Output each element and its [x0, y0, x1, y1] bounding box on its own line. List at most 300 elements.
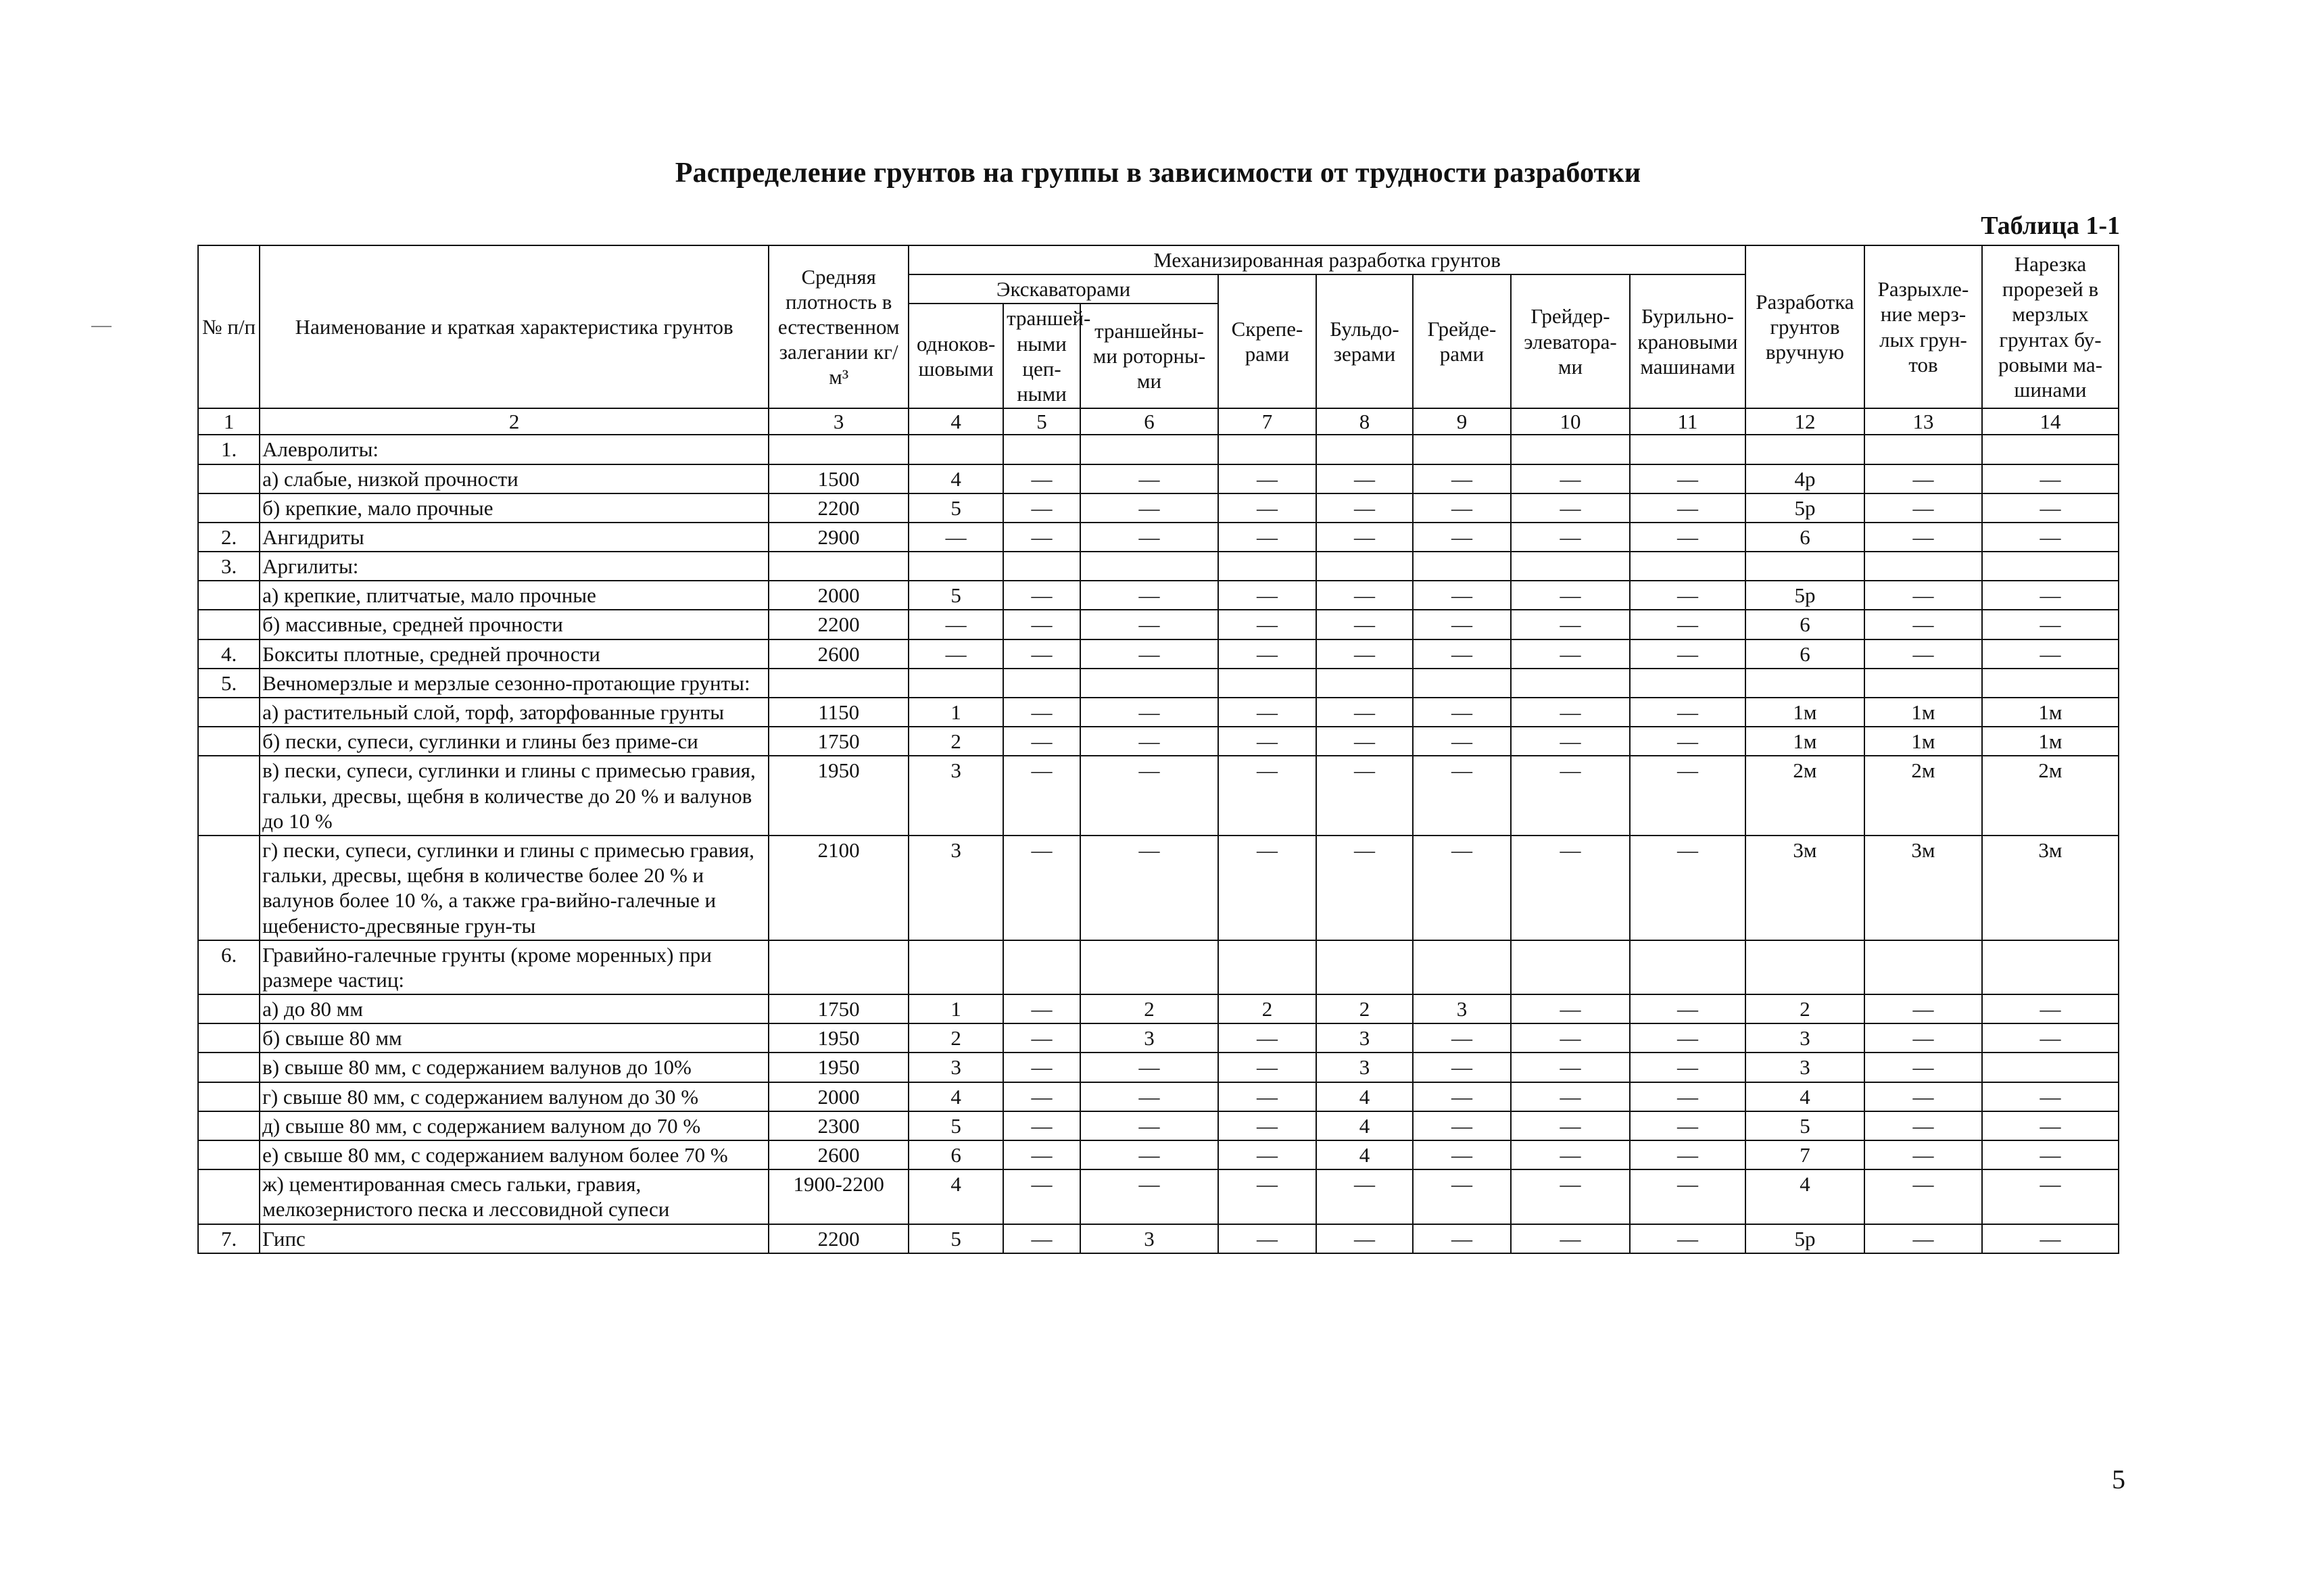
- col-number: 13: [1864, 408, 1982, 435]
- group-cell: 4р: [1745, 464, 1864, 493]
- group-cell: —: [1630, 464, 1745, 493]
- group-cell: [1003, 552, 1080, 581]
- group-cell: —: [1080, 639, 1218, 669]
- group-cell: —: [1982, 994, 2119, 1023]
- group-cell: —: [1511, 727, 1630, 756]
- group-cell: [1218, 552, 1316, 581]
- group-cell: [1630, 669, 1745, 698]
- row-number: [198, 493, 260, 523]
- table-row: [198, 493, 2119, 523]
- group-cell: [909, 669, 1003, 698]
- group-cell: —: [1003, 1053, 1080, 1082]
- density-cell: 2200: [769, 610, 909, 639]
- table-row: [198, 1111, 2119, 1140]
- soil-name: а) крепкие, плитчатые, мало прочные: [260, 581, 769, 610]
- soil-name: в) свыше 80 мм, с содержанием валунов до 10%: [260, 1053, 769, 1082]
- group-cell: [1511, 940, 1630, 994]
- group-cell: 3: [1080, 1023, 1218, 1053]
- density-cell: 2200: [769, 1224, 909, 1253]
- table-row: [198, 669, 2119, 698]
- group-cell: 5: [909, 1224, 1003, 1253]
- group-cell: [1864, 940, 1982, 994]
- group-cell: 1м: [1745, 727, 1864, 756]
- group-cell: 3: [1745, 1023, 1864, 1053]
- group-cell: —: [1080, 1169, 1218, 1224]
- table-label: Таблица 1-1: [1981, 212, 2120, 240]
- group-cell: [1745, 552, 1864, 581]
- row-number: [198, 464, 260, 493]
- group-cell: —: [1003, 1169, 1080, 1224]
- group-cell: —: [1982, 639, 2119, 669]
- group-cell: —: [1630, 994, 1745, 1023]
- group-cell: —: [1003, 639, 1080, 669]
- group-cell: 1м: [1745, 698, 1864, 727]
- group-cell: [1218, 940, 1316, 994]
- group-cell: —: [1218, 1111, 1316, 1140]
- group-cell: [1511, 669, 1630, 698]
- group-cell: —: [1982, 1169, 2119, 1224]
- group-cell: —: [1630, 727, 1745, 756]
- group-cell: 2: [1218, 994, 1316, 1023]
- group-cell: —: [1218, 698, 1316, 727]
- row-number: [198, 836, 260, 940]
- density-cell: 1900-2200: [769, 1169, 909, 1224]
- group-cell: —: [1003, 698, 1080, 727]
- group-cell: —: [1864, 1140, 1982, 1169]
- group-cell: [1745, 435, 1864, 464]
- group-cell: —: [1316, 756, 1413, 836]
- soil-name: е) свыше 80 мм, с содержанием валуном более 70 %: [260, 1140, 769, 1169]
- group-cell: 3: [1316, 1053, 1413, 1082]
- group-cell: —: [1218, 836, 1316, 940]
- row-number: [198, 698, 260, 727]
- group-cell: 6: [1745, 610, 1864, 639]
- group-cell: —: [1982, 523, 2119, 552]
- group-cell: —: [1080, 581, 1218, 610]
- group-cell: 4: [1316, 1111, 1413, 1140]
- group-cell: —: [1003, 493, 1080, 523]
- soil-name: Ангидриты: [260, 523, 769, 552]
- group-cell: —: [1864, 1224, 1982, 1253]
- group-cell: —: [1003, 1082, 1080, 1111]
- group-cell: —: [1413, 1169, 1511, 1224]
- group-cell: —: [1080, 523, 1218, 552]
- header-trench-chain: траншей-ными цеп-ными: [1003, 304, 1080, 408]
- group-cell: 3: [909, 1053, 1003, 1082]
- header-single-bucket: одноков-шовыми: [909, 304, 1003, 408]
- group-cell: [1080, 435, 1218, 464]
- group-cell: —: [1413, 523, 1511, 552]
- group-cell: —: [1630, 1169, 1745, 1224]
- group-cell: —: [1511, 1053, 1630, 1082]
- row-number: [198, 1082, 260, 1111]
- table-row: [198, 1169, 2119, 1224]
- group-cell: [1413, 552, 1511, 581]
- group-cell: [1080, 940, 1218, 994]
- group-cell: —: [1003, 994, 1080, 1023]
- group-cell: —: [1218, 756, 1316, 836]
- group-cell: —: [1630, 610, 1745, 639]
- soil-name: г) пески, супеси, суглинки и глины с примесью гравия, гальки, дресвы, щебня в количестве более 20 % и валунов более 10 %, а также гра-вийно-галечные и щебенисто-дресвяные грун-ты: [260, 836, 769, 940]
- group-cell: 2: [1316, 994, 1413, 1023]
- group-cell: 5: [909, 581, 1003, 610]
- group-cell: —: [1511, 698, 1630, 727]
- group-cell: —: [1413, 610, 1511, 639]
- row-number: [198, 1053, 260, 1082]
- group-cell: —: [1413, 1140, 1511, 1169]
- group-cell: 2м: [1745, 756, 1864, 836]
- table-row: [198, 698, 2119, 727]
- group-cell: —: [1511, 994, 1630, 1023]
- group-cell: 3: [909, 756, 1003, 836]
- density-cell: 1150: [769, 698, 909, 727]
- group-cell: 1м: [1864, 727, 1982, 756]
- group-cell: —: [1511, 1023, 1630, 1053]
- group-cell: —: [1630, 523, 1745, 552]
- density-cell: 1950: [769, 756, 909, 836]
- group-cell: —: [1316, 727, 1413, 756]
- group-cell: [1630, 552, 1745, 581]
- group-cell: 1м: [1982, 698, 2119, 727]
- table-row: [198, 581, 2119, 610]
- group-cell: —: [1511, 836, 1630, 940]
- group-cell: —: [1003, 1023, 1080, 1053]
- group-cell: —: [1316, 493, 1413, 523]
- group-cell: —: [1316, 836, 1413, 940]
- group-cell: —: [1413, 1082, 1511, 1111]
- density-cell: 2300: [769, 1111, 909, 1140]
- density-cell: [769, 435, 909, 464]
- group-cell: [1413, 669, 1511, 698]
- group-cell: —: [1080, 756, 1218, 836]
- col-number: 12: [1745, 408, 1864, 435]
- group-cell: —: [1630, 1082, 1745, 1111]
- group-cell: —: [1511, 1111, 1630, 1140]
- group-cell: —: [1864, 464, 1982, 493]
- group-cell: 3: [1316, 1023, 1413, 1053]
- col-number: 11: [1630, 408, 1745, 435]
- group-cell: —: [1511, 581, 1630, 610]
- density-cell: 1950: [769, 1053, 909, 1082]
- group-cell: —: [1630, 836, 1745, 940]
- group-cell: [1316, 435, 1413, 464]
- col-number: 14: [1982, 408, 2119, 435]
- group-cell: 1: [909, 698, 1003, 727]
- group-cell: —: [1080, 493, 1218, 523]
- table-row: [198, 836, 2119, 940]
- group-cell: —: [1511, 756, 1630, 836]
- row-number: [198, 727, 260, 756]
- row-number: 4.: [198, 639, 260, 669]
- group-cell: 5р: [1745, 581, 1864, 610]
- density-cell: 2600: [769, 1140, 909, 1169]
- group-cell: —: [909, 523, 1003, 552]
- group-cell: 3м: [1864, 836, 1982, 940]
- header-mechanized: Механизированная разработка грунтов: [909, 245, 1745, 274]
- table-row: [198, 727, 2119, 756]
- group-cell: —: [1218, 493, 1316, 523]
- group-cell: —: [1218, 639, 1316, 669]
- table-row: [198, 464, 2119, 493]
- group-cell: —: [1630, 1140, 1745, 1169]
- group-cell: [1316, 940, 1413, 994]
- group-cell: —: [1316, 464, 1413, 493]
- table-row: [198, 1053, 2119, 1082]
- group-cell: 4: [1745, 1082, 1864, 1111]
- group-cell: —: [1218, 727, 1316, 756]
- group-cell: 6: [1745, 639, 1864, 669]
- soil-name: б) пески, супеси, суглинки и глины без приме-си: [260, 727, 769, 756]
- group-cell: —: [1413, 493, 1511, 523]
- soil-name: ж) цементированная смесь гальки, гравия, мелкозернистого песка и лессовидной супеси: [260, 1169, 769, 1224]
- header-frozen-cutting: Нарезка прорезей в мерзлых грунтах бу-ровыми ма-шинами: [1982, 245, 2119, 408]
- group-cell: —: [909, 639, 1003, 669]
- header-manual: Разработка грунтов вручную: [1745, 245, 1864, 408]
- group-cell: —: [1864, 1169, 1982, 1224]
- table-row: [198, 1023, 2119, 1053]
- group-cell: —: [1413, 464, 1511, 493]
- group-cell: —: [1982, 1111, 2119, 1140]
- group-cell: —: [1003, 727, 1080, 756]
- group-cell: —: [1003, 523, 1080, 552]
- group-cell: 3: [909, 836, 1003, 940]
- soil-name: а) до 80 мм: [260, 994, 769, 1023]
- group-cell: —: [1982, 1224, 2119, 1253]
- table-row: [198, 940, 2119, 994]
- group-cell: —: [1982, 581, 2119, 610]
- group-cell: —: [1864, 639, 1982, 669]
- density-cell: 2600: [769, 639, 909, 669]
- group-cell: [1511, 435, 1630, 464]
- group-cell: [909, 552, 1003, 581]
- group-cell: 5: [909, 1111, 1003, 1140]
- group-cell: [1003, 940, 1080, 994]
- group-cell: —: [1413, 1023, 1511, 1053]
- group-cell: —: [1982, 610, 2119, 639]
- header-bulldozers: Бульдо-зерами: [1316, 274, 1413, 408]
- row-number: 3.: [198, 552, 260, 581]
- group-cell: —: [1218, 1082, 1316, 1111]
- group-cell: [1218, 435, 1316, 464]
- group-cell: 5: [1745, 1111, 1864, 1140]
- group-cell: —: [1413, 727, 1511, 756]
- density-cell: 2000: [769, 1082, 909, 1111]
- group-cell: [1413, 940, 1511, 994]
- group-cell: —: [1630, 1023, 1745, 1053]
- group-cell: [1982, 940, 2119, 994]
- group-cell: —: [1511, 1082, 1630, 1111]
- table-row: [198, 610, 2119, 639]
- header-grader-elevators: Грейдер-элеватора-ми: [1511, 274, 1630, 408]
- group-cell: 6: [1745, 523, 1864, 552]
- density-cell: [769, 940, 909, 994]
- group-cell: —: [1316, 610, 1413, 639]
- group-cell: —: [1982, 493, 2119, 523]
- group-cell: 4: [1316, 1082, 1413, 1111]
- group-cell: —: [1003, 1111, 1080, 1140]
- group-cell: —: [1003, 1140, 1080, 1169]
- row-number: [198, 1140, 260, 1169]
- group-cell: —: [1003, 756, 1080, 836]
- group-cell: —: [1630, 493, 1745, 523]
- group-cell: —: [1630, 1053, 1745, 1082]
- table-row: [198, 994, 2119, 1023]
- group-cell: —: [1864, 610, 1982, 639]
- group-cell: —: [1080, 727, 1218, 756]
- col-number: 7: [1218, 408, 1316, 435]
- group-cell: 1м: [1864, 698, 1982, 727]
- group-cell: —: [1413, 756, 1511, 836]
- group-cell: —: [909, 610, 1003, 639]
- group-cell: 7: [1745, 1140, 1864, 1169]
- group-cell: 5р: [1745, 493, 1864, 523]
- soil-groups-table: [197, 245, 2119, 1254]
- group-cell: [1982, 552, 2119, 581]
- soil-name: б) крепкие, мало прочные: [260, 493, 769, 523]
- density-cell: 1750: [769, 994, 909, 1023]
- group-cell: [1316, 669, 1413, 698]
- group-cell: 3: [1745, 1053, 1864, 1082]
- group-cell: [1003, 435, 1080, 464]
- group-cell: —: [1316, 1224, 1413, 1253]
- density-cell: [769, 669, 909, 698]
- table-row: [198, 552, 2119, 581]
- group-cell: —: [1218, 610, 1316, 639]
- group-cell: [1982, 435, 2119, 464]
- group-cell: —: [1413, 1053, 1511, 1082]
- soil-name: в) пески, супеси, суглинки и глины с примесью гравия, гальки, дресвы, щебня в количестве до 20 % и валунов до 10 %: [260, 756, 769, 836]
- soil-name: Вечномерзлые и мерзлые сезонно-протающие грунты:: [260, 669, 769, 698]
- group-cell: —: [1003, 1224, 1080, 1253]
- group-cell: 4: [909, 1169, 1003, 1224]
- group-cell: [1630, 435, 1745, 464]
- header-density: Средняя плотность в естественном залегании кг/м³: [769, 245, 909, 408]
- group-cell: —: [1080, 1082, 1218, 1111]
- density-cell: [769, 552, 909, 581]
- group-cell: —: [1080, 610, 1218, 639]
- group-cell: —: [1864, 1023, 1982, 1053]
- group-cell: —: [1511, 1169, 1630, 1224]
- group-cell: [909, 940, 1003, 994]
- group-cell: —: [1864, 493, 1982, 523]
- col-number: 8: [1316, 408, 1413, 435]
- header-drill-crane: Бурильно-крановыми машинами: [1630, 274, 1745, 408]
- group-cell: 3м: [1745, 836, 1864, 940]
- density-cell: 2200: [769, 493, 909, 523]
- density-cell: 2900: [769, 523, 909, 552]
- group-cell: 4: [1316, 1140, 1413, 1169]
- row-number: 5.: [198, 669, 260, 698]
- group-cell: —: [1413, 836, 1511, 940]
- table-row: [198, 639, 2119, 669]
- group-cell: [1511, 552, 1630, 581]
- group-cell: [1218, 669, 1316, 698]
- soil-name: Аргилиты:: [260, 552, 769, 581]
- density-cell: 2000: [769, 581, 909, 610]
- group-cell: —: [1413, 1224, 1511, 1253]
- group-cell: —: [1413, 639, 1511, 669]
- group-cell: 6: [909, 1140, 1003, 1169]
- group-cell: 2: [1080, 994, 1218, 1023]
- group-cell: 3: [1413, 994, 1511, 1023]
- group-cell: —: [1864, 581, 1982, 610]
- group-cell: —: [1982, 464, 2119, 493]
- group-cell: [1413, 435, 1511, 464]
- group-cell: —: [1218, 523, 1316, 552]
- col-number: 1: [198, 408, 260, 435]
- group-cell: —: [1003, 610, 1080, 639]
- soil-name: б) массивные, средней прочности: [260, 610, 769, 639]
- group-cell: —: [1630, 1111, 1745, 1140]
- header-frozen-loosening: Разрыхле-ние мерз-лых грун-тов: [1864, 245, 1982, 408]
- group-cell: —: [1511, 464, 1630, 493]
- group-cell: —: [1316, 581, 1413, 610]
- group-cell: —: [1630, 698, 1745, 727]
- header-scrapers: Скрепе-рами: [1218, 274, 1316, 408]
- group-cell: [1080, 552, 1218, 581]
- group-cell: —: [1630, 639, 1745, 669]
- density-cell: 1500: [769, 464, 909, 493]
- row-number: [198, 581, 260, 610]
- group-cell: —: [1413, 1111, 1511, 1140]
- group-cell: —: [1982, 1140, 2119, 1169]
- group-cell: —: [1982, 1082, 2119, 1111]
- group-cell: —: [1864, 994, 1982, 1023]
- row-number: 2.: [198, 523, 260, 552]
- group-cell: 2: [909, 727, 1003, 756]
- group-cell: —: [1218, 1224, 1316, 1253]
- page-number: 5: [2112, 1464, 2125, 1495]
- group-cell: [1316, 552, 1413, 581]
- row-number: 1.: [198, 435, 260, 464]
- group-cell: 5р: [1745, 1224, 1864, 1253]
- margin-mark: [91, 326, 112, 327]
- group-cell: —: [1864, 1082, 1982, 1111]
- group-cell: [1982, 669, 2119, 698]
- group-cell: [1630, 940, 1745, 994]
- group-cell: —: [1080, 698, 1218, 727]
- soil-name: а) растительный слой, торф, заторфованные грунты: [260, 698, 769, 727]
- header-graders: Грейде-рами: [1413, 274, 1511, 408]
- group-cell: [1745, 940, 1864, 994]
- group-cell: —: [1218, 1169, 1316, 1224]
- soil-name: Бокситы плотные, средней прочности: [260, 639, 769, 669]
- group-cell: —: [1003, 464, 1080, 493]
- col-number: 2: [260, 408, 769, 435]
- group-cell: —: [1630, 581, 1745, 610]
- group-cell: —: [1218, 1023, 1316, 1053]
- group-cell: 3м: [1982, 836, 2119, 940]
- group-cell: —: [1218, 1140, 1316, 1169]
- col-number: 3: [769, 408, 909, 435]
- group-cell: —: [1630, 756, 1745, 836]
- group-cell: —: [1080, 464, 1218, 493]
- group-cell: —: [1080, 1111, 1218, 1140]
- table-row: [198, 1140, 2119, 1169]
- col-number: 6: [1080, 408, 1218, 435]
- group-cell: —: [1511, 1140, 1630, 1169]
- group-cell: —: [1218, 464, 1316, 493]
- group-cell: 4: [909, 1082, 1003, 1111]
- table-row: [198, 1224, 2119, 1253]
- header-name: Наименование и краткая характеристика грунтов: [260, 245, 769, 408]
- col-number: 10: [1511, 408, 1630, 435]
- group-cell: 3: [1080, 1224, 1218, 1253]
- table-row: [198, 523, 2119, 552]
- table-row: [198, 435, 2119, 464]
- soil-name: Гравийно-галечные грунты (кроме моренных) при размере частиц:: [260, 940, 769, 994]
- group-cell: —: [1080, 1053, 1218, 1082]
